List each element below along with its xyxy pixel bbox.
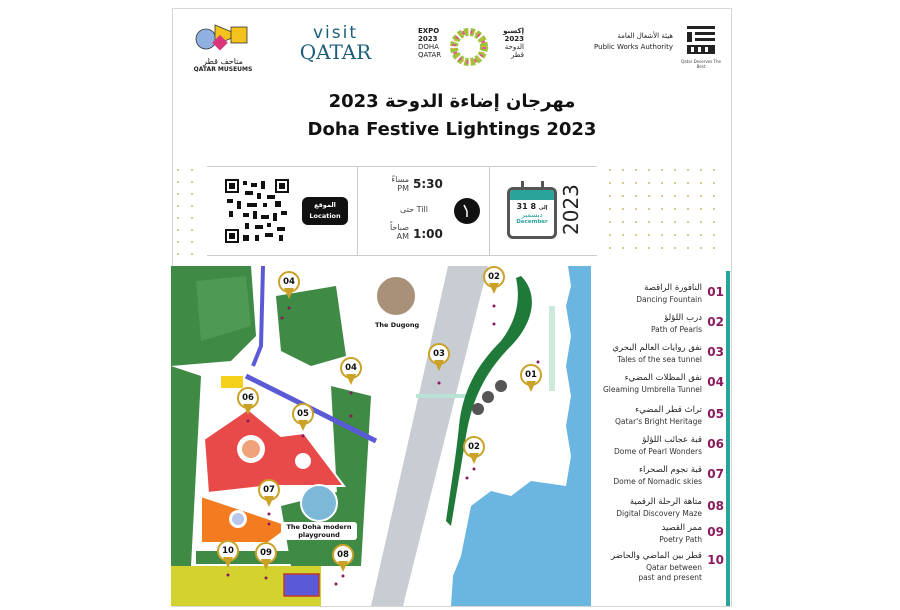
decorative-dots-left: [177, 169, 193, 255]
clock-icon: [453, 197, 481, 225]
location-label-en: Location: [309, 212, 341, 220]
map-pin-06[interactable]: 06: [237, 387, 259, 417]
qatar-museums-shapes-icon: [193, 21, 253, 53]
calendar-icon: [507, 187, 557, 239]
divider: [489, 167, 490, 255]
till-label: حتى Till: [400, 205, 428, 214]
start-period-ar: مساءً: [391, 175, 409, 184]
ashghal-emblem-icon: [686, 25, 716, 55]
legend-item[interactable]: 05 تراث قطر المضيء Qatar's Bright Heritage: [615, 405, 724, 426]
date-from: 31: [516, 202, 528, 211]
map-pin-08[interactable]: 08: [332, 544, 354, 574]
end-period-ar: صباحاً: [389, 223, 409, 232]
start-time: 5:30: [413, 177, 443, 191]
expo-ar4: قطر: [511, 51, 524, 59]
festival-map[interactable]: [171, 266, 591, 606]
map-pin-01[interactable]: 01: [520, 364, 542, 394]
event-info-row: [207, 166, 597, 256]
ashghal-en: Public Works Authority: [594, 43, 673, 51]
map-pin-02[interactable]: 02: [463, 436, 485, 466]
legend-item[interactable]: 10 قطر بين الماضي والحاضر Qatar between past and present: [610, 551, 724, 582]
map-pin-10[interactable]: 10: [217, 540, 239, 570]
expo-ar1: إكسبو: [503, 27, 524, 35]
month-en: December: [516, 219, 548, 225]
decorative-dots-right: [609, 169, 715, 249]
title-arabic: مهرجان إضاءة الدوحة 2023: [328, 91, 576, 112]
expo-en4: QATAR: [418, 51, 442, 59]
expo-en2: 2023: [418, 35, 438, 43]
visit-qatar-logo: [298, 25, 373, 62]
expo-flower-icon: [448, 25, 490, 69]
legend-item[interactable]: 04 نفق المظلات المضيء Gleaming Umbrella Tunnel: [602, 373, 724, 394]
ashghal-logo: [568, 25, 721, 75]
ashghal-ar: هيئة الأشغال العامة: [617, 32, 673, 40]
map-pin-07[interactable]: 07: [258, 479, 280, 509]
playground-label: The Doha modern playground: [281, 522, 357, 540]
legend-item[interactable]: 03 نفق روايات العالم البحري Tales of the sea tunnel: [612, 343, 724, 364]
date-until: إلى: [538, 205, 548, 211]
year: 2023: [559, 184, 583, 235]
legend-item[interactable]: 07 قبة نجوم الصحراء Dome of Nomadic skies: [613, 465, 724, 486]
legend-accent-bar: [726, 271, 730, 606]
poster-card: [172, 8, 732, 607]
visit-qatar-line2: QATAR: [299, 40, 372, 64]
dugong-label: The Dugong: [375, 321, 420, 329]
month-ar: ديسمبر: [521, 211, 543, 219]
qr-code[interactable]: [225, 179, 289, 243]
divider: [357, 167, 358, 255]
playground-photo: [301, 485, 337, 521]
map-pin-02[interactable]: 02: [483, 266, 505, 296]
qatar-museums-ar: متاحف قطر: [203, 57, 243, 66]
legend-item[interactable]: 06 قبة عجائب اللؤلؤ Dome of Pearl Wonders: [614, 435, 724, 456]
legend-item[interactable]: 09 ممر القصيد Poetry Path: [659, 523, 724, 544]
expo-ar3: الدوحة: [504, 43, 524, 51]
location-button[interactable]: [302, 197, 348, 225]
expo-ar2: 2023: [504, 35, 524, 43]
legend-item[interactable]: 01 النافورة الراقصة Dancing Fountain: [636, 283, 724, 304]
qatar-museums-en: QATAR MUSEUMS: [193, 66, 253, 73]
end-time: 1:00: [413, 227, 443, 241]
map-pin-03[interactable]: 03: [428, 343, 450, 373]
map-pin-09[interactable]: 09: [255, 542, 277, 572]
map-pin-04[interactable]: 04: [340, 357, 362, 387]
legend-item[interactable]: 02 درب اللؤلؤ Path of Pearls: [650, 313, 724, 334]
dugong-photo: [376, 276, 416, 316]
expo-2023-logo: [418, 23, 528, 71]
visit-qatar-line1: visit: [312, 23, 359, 43]
maze: [284, 574, 319, 596]
start-period-en: PM: [397, 184, 409, 193]
ashghal-tagline: Qatar Deserves The Best: [681, 59, 721, 69]
expo-en3: DOHA: [418, 43, 439, 51]
end-period-en: AM: [396, 232, 409, 241]
qatar-museums-logo: [193, 21, 253, 73]
map-pin-04[interactable]: 04: [278, 271, 300, 301]
location-label-ar: الموقع: [314, 201, 336, 209]
title-english: Doha Festive Lightings 2023: [307, 119, 597, 140]
map-pin-05[interactable]: 05: [292, 403, 314, 433]
time-block: [367, 173, 452, 251]
legend-item[interactable]: 08 متاهة الرحلة الرقمية Digital Discovery Maze: [616, 497, 724, 518]
expo-en1: EXPO: [418, 27, 440, 35]
date-to: 8: [530, 202, 537, 211]
